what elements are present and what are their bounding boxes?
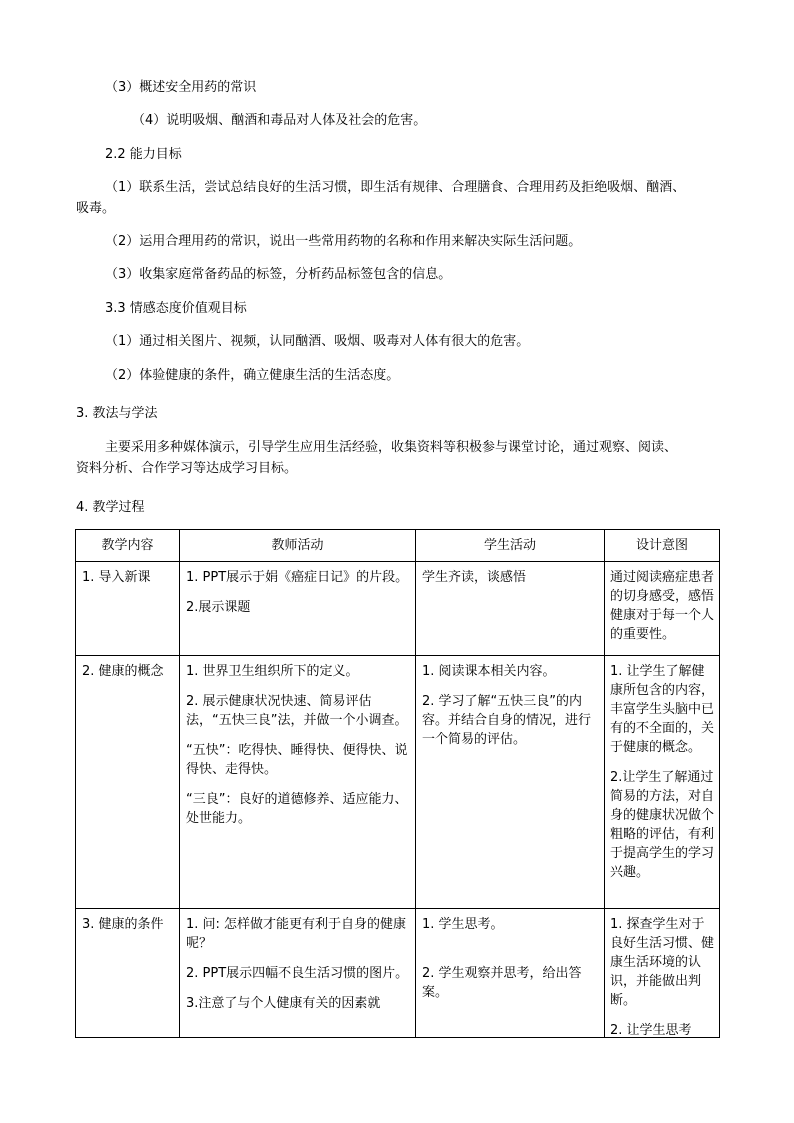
row-3-teacher-1: 1. 问: 怎样做才能更有利于自身的健康呢？: [186, 917, 407, 951]
header-content: 教学内容: [76, 530, 180, 562]
row-3-student-1: 1. 学生思考。: [422, 917, 504, 932]
header-teacher: 教师活动: [180, 530, 416, 562]
row-2-teacher-1: 1. 世界卫生组织所下的定义。: [186, 664, 359, 679]
methods-body-line-1: 主要采用多种媒体演示，引导学生应用生活经验，收集资料等积极参与课堂讨论，通过观察、阅读、: [105, 440, 678, 455]
ability-item-3: （3）收集家庭常备药品的标签，分析药品标签包含的信息。: [105, 267, 452, 282]
row-1-content: 1. 导入新课: [82, 570, 151, 585]
row-3-content: 3. 健康的条件: [82, 917, 164, 932]
table-row: [76, 562, 720, 656]
process-heading: 4. 教学过程: [76, 500, 145, 515]
ability-item-1-line-1: （1）联系生活，尝试总结良好的生活习惯，即生活有规律、合理膳食、合理用药及拒绝吸烟、酗酒、: [105, 180, 686, 195]
row-2-intent-2: 2.让学生了解通过简易的方法，对自身的健康状况做个粗略的评估，有利于提高学生的学习兴趣。: [610, 770, 715, 880]
row-1-teacher-1: 1. PPT展示于娟《癌症日记》的片段。: [186, 570, 409, 585]
ability-item-1-line-2: 吸毒。: [76, 201, 116, 216]
ability-heading: 2.2 能力目标: [105, 147, 182, 162]
table-row: [76, 656, 720, 909]
row-1-student-1: 学生齐读，谈感悟: [422, 570, 527, 585]
row-3-intent-1: 1. 探查学生对于良好生活习惯、健康生活环境的认识，并能做出判断。: [610, 917, 714, 1008]
emotion-item-1: （1）通过相关图片、视频，认同酗酒、吸烟、吸毒对人体有很大的危害。: [105, 334, 530, 349]
table-row: [76, 909, 720, 1038]
row-2-student-1: 1. 阅读课本相关内容。: [422, 664, 556, 679]
row-1-intent-1: 通过阅读癌症患者的切身感受，感悟健康对于每一个人的重要性。: [610, 570, 715, 642]
row-3-teacher-3: 3.注意了与个人健康有关的因素就: [186, 996, 381, 1011]
knowledge-item-3: （3）概述安全用药的常识: [105, 80, 257, 95]
ability-item-2: （2）运用合理用药的常识，说出一些常用药物的名称和作用来解决实际生活问题。: [105, 234, 582, 249]
row-2-teacher-4: “三良”：良好的道德修养、适应能力、处世能力。: [186, 792, 408, 826]
emotion-heading: 3.3 情感态度价值观目标: [105, 301, 247, 316]
row-3-teacher-2: 2. PPT展示四幅不良生活习惯的图片。: [186, 966, 409, 981]
row-2-student-2: 2. 学习了解“五快三良”的内容。并结合自身的情况，进行一个简易的评估。: [422, 694, 592, 747]
emotion-item-2: （2）体验健康的条件，确立健康生活的生活态度。: [105, 368, 400, 383]
row-2-content: 2. 健康的概念: [82, 664, 164, 679]
row-3-intent-2: 2. 让学生思考: [610, 1023, 692, 1037]
row-2-intent-1: 1. 让学生了解健康所包含的内容，丰富学生头脑中已有的不全面的，关于健康的概念。: [610, 664, 715, 755]
table-header-row: [76, 530, 720, 562]
lesson-process-table: [75, 529, 720, 1038]
methods-body-line-2: 资料分析、合作学习等达成学习目标。: [76, 461, 298, 476]
row-1-teacher-2: 2.展示课题: [186, 600, 251, 615]
header-intent: 设计意图: [605, 530, 720, 562]
row-2-teacher-3: “五快”：吃得快、睡得快、便得快、说得快、走得快。: [186, 743, 408, 777]
knowledge-item-4: （4）说明吸烟、酗酒和毒品对人体及社会的危害。: [132, 113, 427, 128]
row-3-student-2: 2. 学生观察并思考，给出答案。: [422, 966, 582, 1000]
row-2-teacher-2: 2. 展示健康状况快速、简易评估法，“五快三良”法，并做一个小调查。: [186, 694, 408, 728]
header-student: 学生活动: [416, 530, 605, 562]
methods-heading: 3. 教法与学法: [76, 406, 158, 421]
